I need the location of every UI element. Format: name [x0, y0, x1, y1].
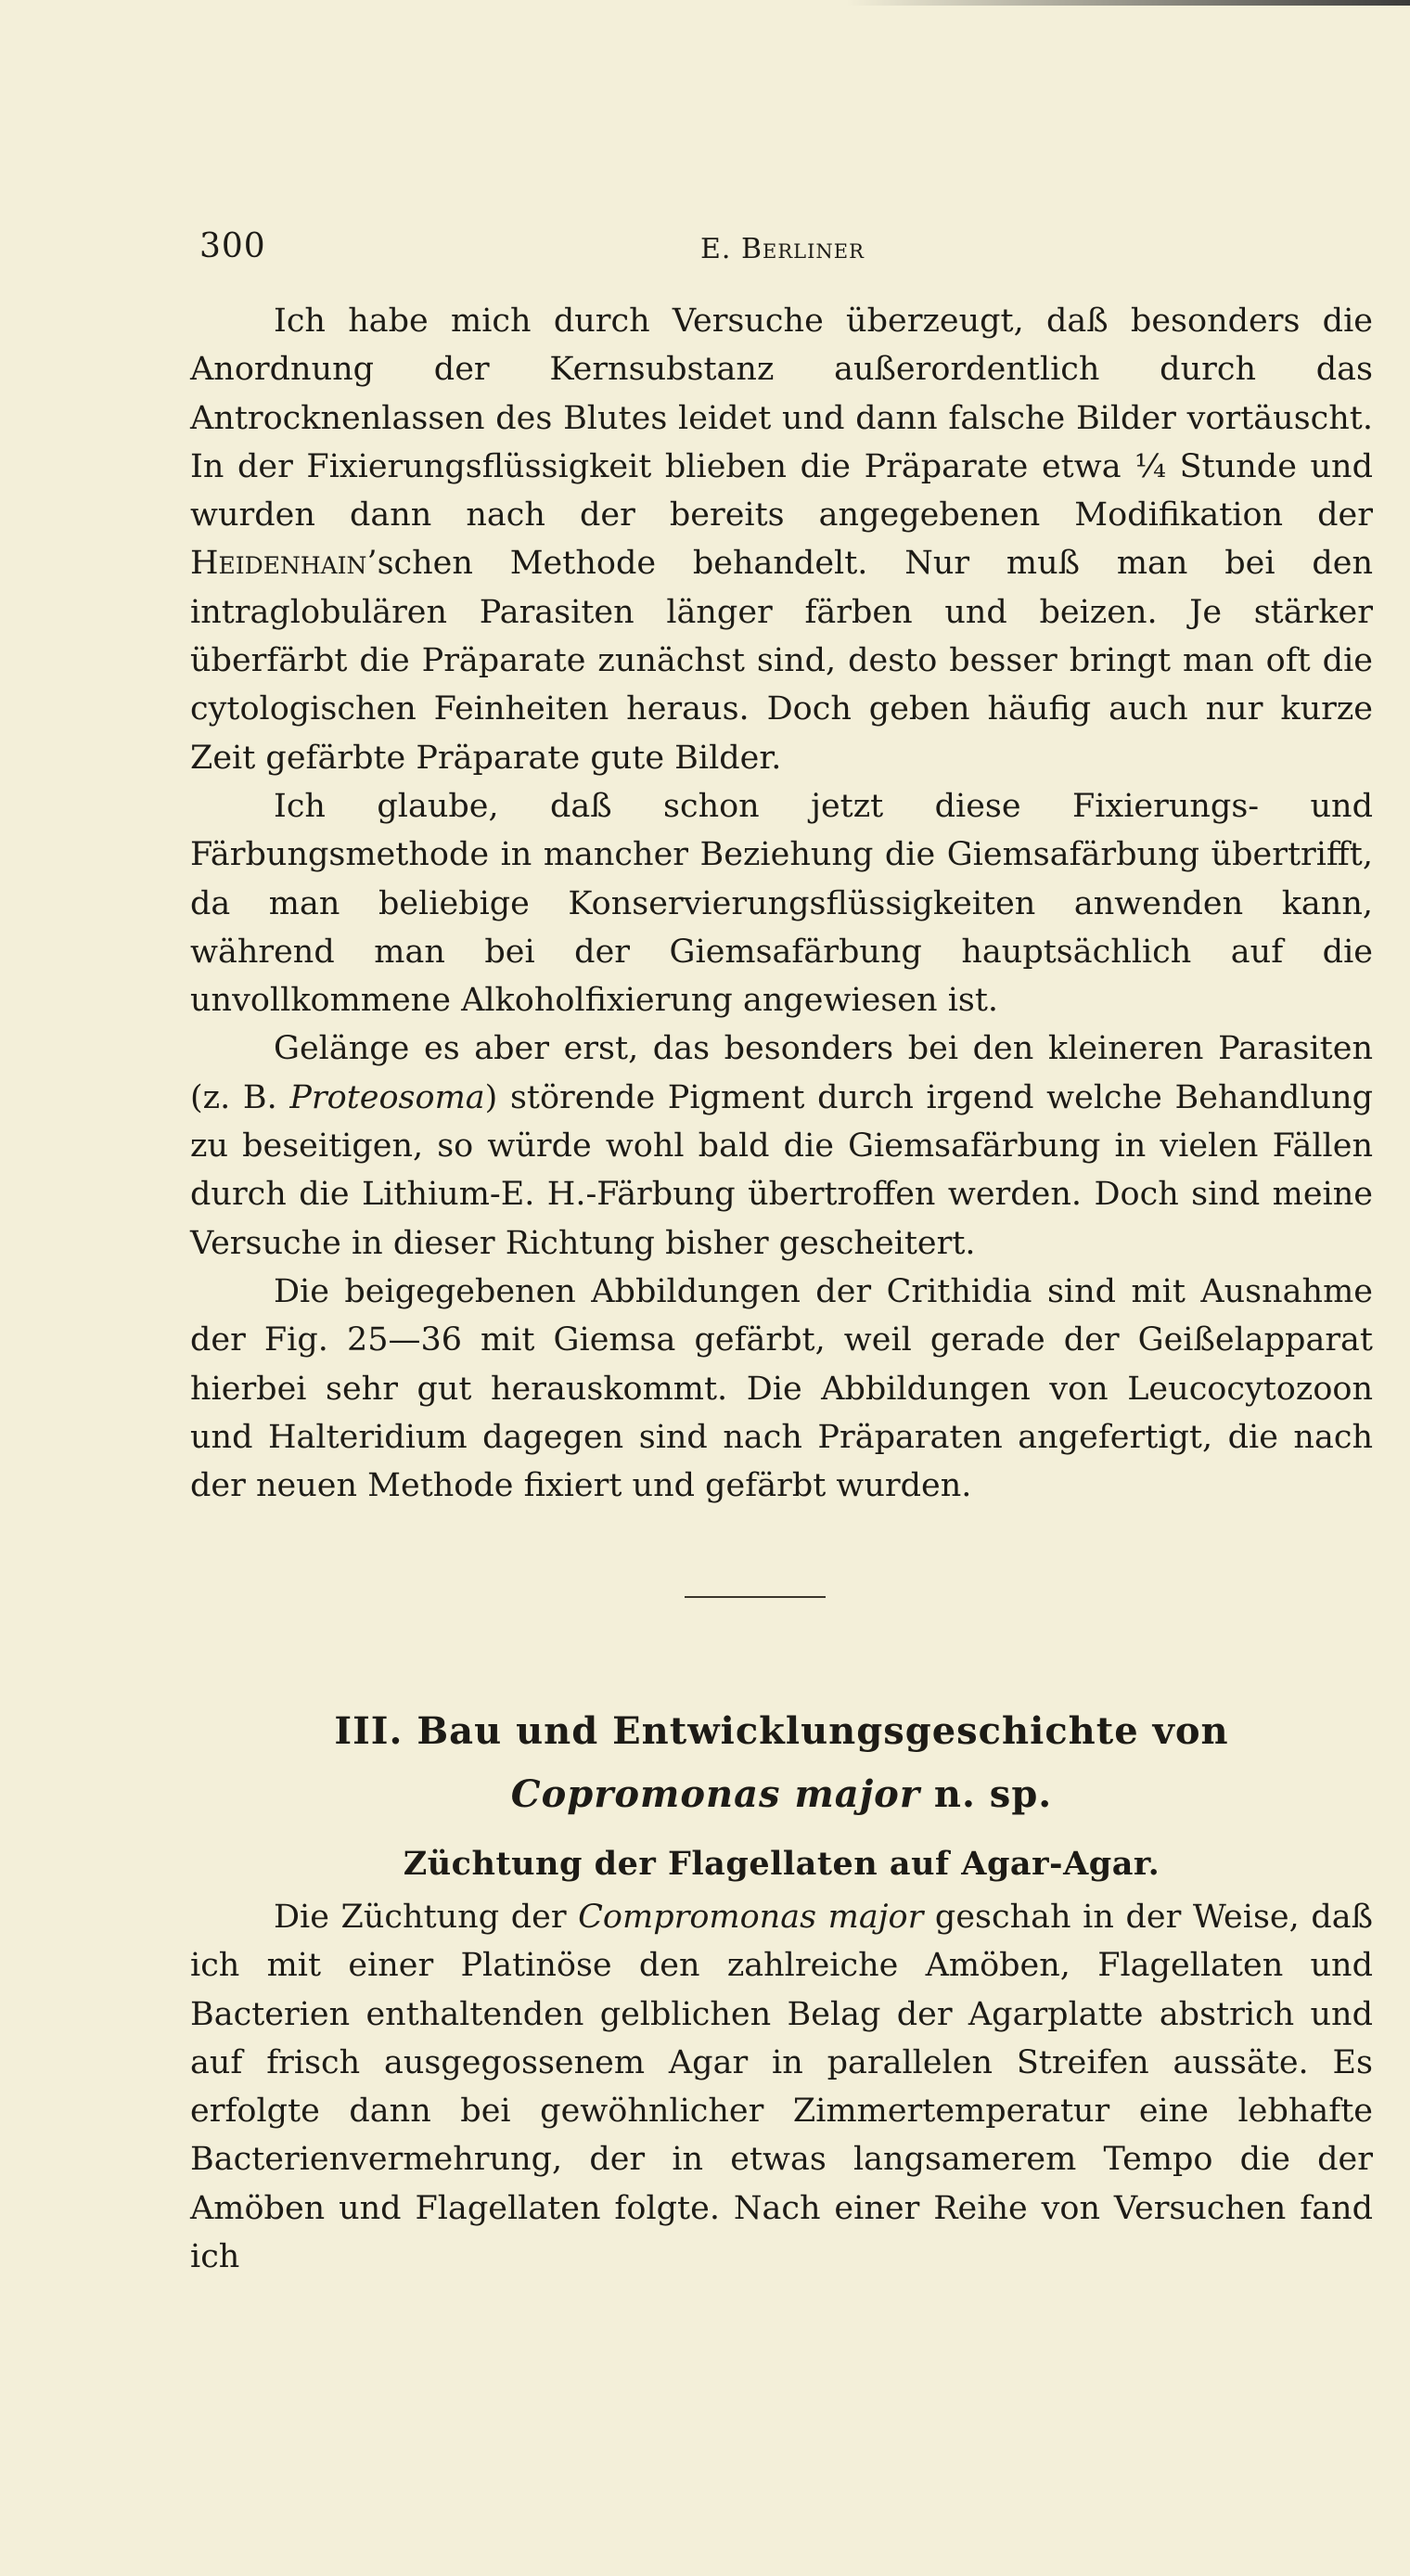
paragraph-2: Ich glaube, daß schon jetzt diese Fixierungs- und Färbungsmethode in mancher Beziehung die Giemsafärbung übertrifft, da man beliebige Konservierungsflüssigkeiten anwenden kann, während man bei der Giemsafärbung hauptsächlich auf die unvollkommene Alkoholfixierung angewiesen ist.	[190, 787, 1373, 1020]
section-body-text	[190, 1893, 1373, 2281]
taxon-proteosoma: Proteosoma	[289, 1078, 485, 1116]
section-title-suffix: n. sp.	[919, 1772, 1053, 1816]
author-name-heidenhain: Heidenhain	[190, 545, 367, 583]
section-paragraph-1	[190, 1893, 1373, 2281]
page-number: 300	[199, 227, 266, 265]
running-head: E. Berliner	[700, 233, 865, 265]
page-header	[199, 227, 1368, 274]
section-title-line-2	[190, 1772, 1373, 1816]
scan-edge-shadow	[0, 0, 1410, 6]
section-subtitle: Züchtung der Flagellaten auf Agar-Agar.	[403, 1845, 1160, 1883]
paragraph-4: Die beigegebenen Abbildungen der Crithidia sind mit Ausnahme der Fig. 25—36 mit Giemsa gefärbt, weil gerade der Geißelapparat hierbei sehr gut herauskommt. Die Abbildungen von Leucocytozoon und Halteridium dagegen sind nach Präparaten angefertigt, die nach der neuen Methode fixiert und gefärbt wurden.	[190, 1272, 1373, 1505]
section-paragraph-1-text-b: geschah in der Weise, daß ich mit einer Platinöse den zahlreiche Amöben, Flagellaten und Bacterien enthaltenden gelblichen Belag der Agarplatte abstrich und auf frisch ausgegossenem Agar in parallelen Streifen aussäte. Es erfolgte dann bei gewöhnlicher Zimmertemperatur eine lebhafte Bacterienvermehrung, der in etwas langsamerem Tempo die der Amöben und Flagellaten folgte. Nach einer Reihe von Versuchen fand ich	[190, 1899, 1373, 2276]
section-title-line-1: III. Bau und Entwicklungsgeschichte von	[334, 1709, 1229, 1753]
section-paragraph-1-text-a: Die Züchtung der	[274, 1899, 579, 1936]
taxon-compromonas: Compromonas major	[578, 1899, 924, 1936]
body-text	[190, 297, 1373, 1510]
paragraph-3	[190, 1024, 1373, 1267]
paragraph-1	[190, 297, 1373, 782]
paragraph-3-text-a: Gelänge es aber erst, das besonders bei den kleineren Parasiten (z. B.	[190, 1030, 1373, 1116]
paragraph-1-text-b: ’schen Methode behandelt. Nur muß man bei den intraglobulären Parasiten länger färben und beizen. Je stärker überfärbt die Präparate zunächst sind, desto besser bringt man oft die cytologischen Feinheiten heraus. Doch geben häufig auch nur kurze Zeit gefärbte Präparate gute Bilder.	[190, 545, 1373, 777]
paragraph-1-text-a: Ich habe mich durch Versuche überzeugt, daß besonders die Anordnung der Kernsubstanz außerordentlich durch das Antrocknenlassen des Blutes leidet und dann falsche Bilder vortäuscht. In der Fixierungsflüssigkeit blieben die Präparate etwa ¼ Stunde und wurden dann nach der bereits angegebenen Modifikation der	[190, 303, 1373, 535]
section-divider	[685, 1596, 826, 1598]
paragraph-3-text-b: ) störende Pigment durch irgend welche Behandlung zu beseitigen, so würde wohl bald die Giemsafärbung in vielen Fällen durch die Lithium-E. H.-Färbung übertroffen werden. Doch sind meine Versuche in dieser Richtung bisher gescheitert.	[190, 1078, 1374, 1262]
section-title-taxon: Copromonas major	[510, 1772, 920, 1816]
